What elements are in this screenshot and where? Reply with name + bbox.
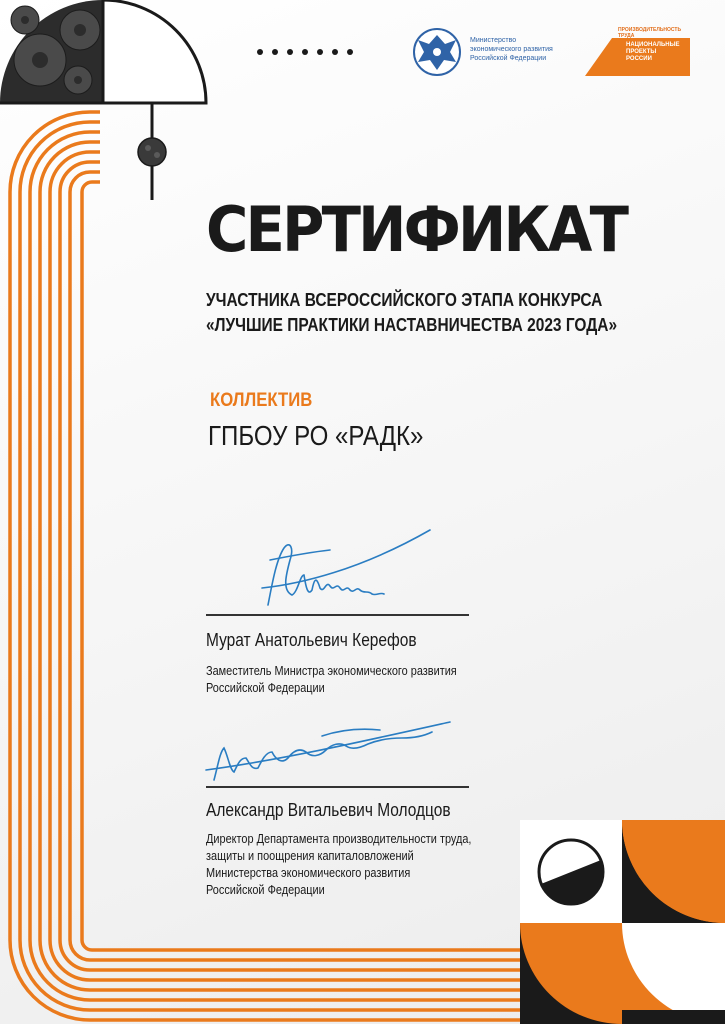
ministry-line-3: Российской Федерации	[470, 55, 547, 62]
signer-2-role-line-4: Российской Федерации	[206, 882, 325, 897]
np-logo-text	[626, 42, 686, 63]
certificate-title: СЕРТИФИКАТ	[206, 193, 627, 266]
signature-line-1	[206, 614, 469, 616]
np-line-3: РОССИИ	[626, 56, 652, 62]
gear-semicircle-icon	[0, 0, 206, 200]
subtitle-line-2: «ЛУЧШИЕ ПРАКТИКИ НАСТАВНИЧЕСТВА 2023 ГОДА»	[206, 315, 618, 335]
dots-decoration	[257, 49, 353, 55]
signature-1-icon	[262, 530, 430, 605]
signer-1-name: Мурат Анатольевич Керефов	[206, 630, 417, 650]
signer-2-role-line-3: Министерства экономического развития	[206, 865, 411, 880]
ministry-line-2: экономического развития	[470, 46, 553, 53]
ministry-line-1: Министерство	[470, 37, 517, 44]
collective-label: КОЛЛЕКТИВ	[210, 390, 313, 411]
signer-1-role-line-2: Российской Федерации	[206, 680, 325, 695]
signer-1-role	[206, 662, 525, 696]
np-line-1: НАЦИОНАЛЬНЫЕ	[626, 42, 680, 48]
signer-1-role-line-1: Заместитель Министра экономического развития	[206, 663, 457, 678]
corner-blocks-decoration	[520, 820, 725, 1024]
signer-2-role	[206, 830, 525, 898]
signature-2-icon	[206, 722, 450, 780]
ministry-logo-text	[470, 36, 590, 63]
ministry-emblem-icon	[414, 29, 460, 75]
organization-name: ГПБОУ РО «РАДК»	[208, 420, 424, 451]
signer-2-name: Александр Витальевич Молодцов	[206, 800, 451, 820]
subtitle-line-1: УЧАСТНИКА ВСЕРОССИЙСКОГО ЭТАПА КОНКУРСА	[206, 290, 603, 310]
signature-line-2	[206, 786, 469, 788]
signer-2-role-line-2: защиты и поощрения капиталовложений	[206, 848, 414, 863]
np-top-label: ПРОИЗВОДИТЕЛЬНОСТЬ ТРУДА	[618, 27, 682, 39]
signer-2-role-line-1: Директор Департамента производительности труда,	[206, 831, 472, 846]
certificate-subtitle	[206, 288, 636, 338]
np-line-2: ПРОЕКТЫ	[626, 49, 657, 55]
